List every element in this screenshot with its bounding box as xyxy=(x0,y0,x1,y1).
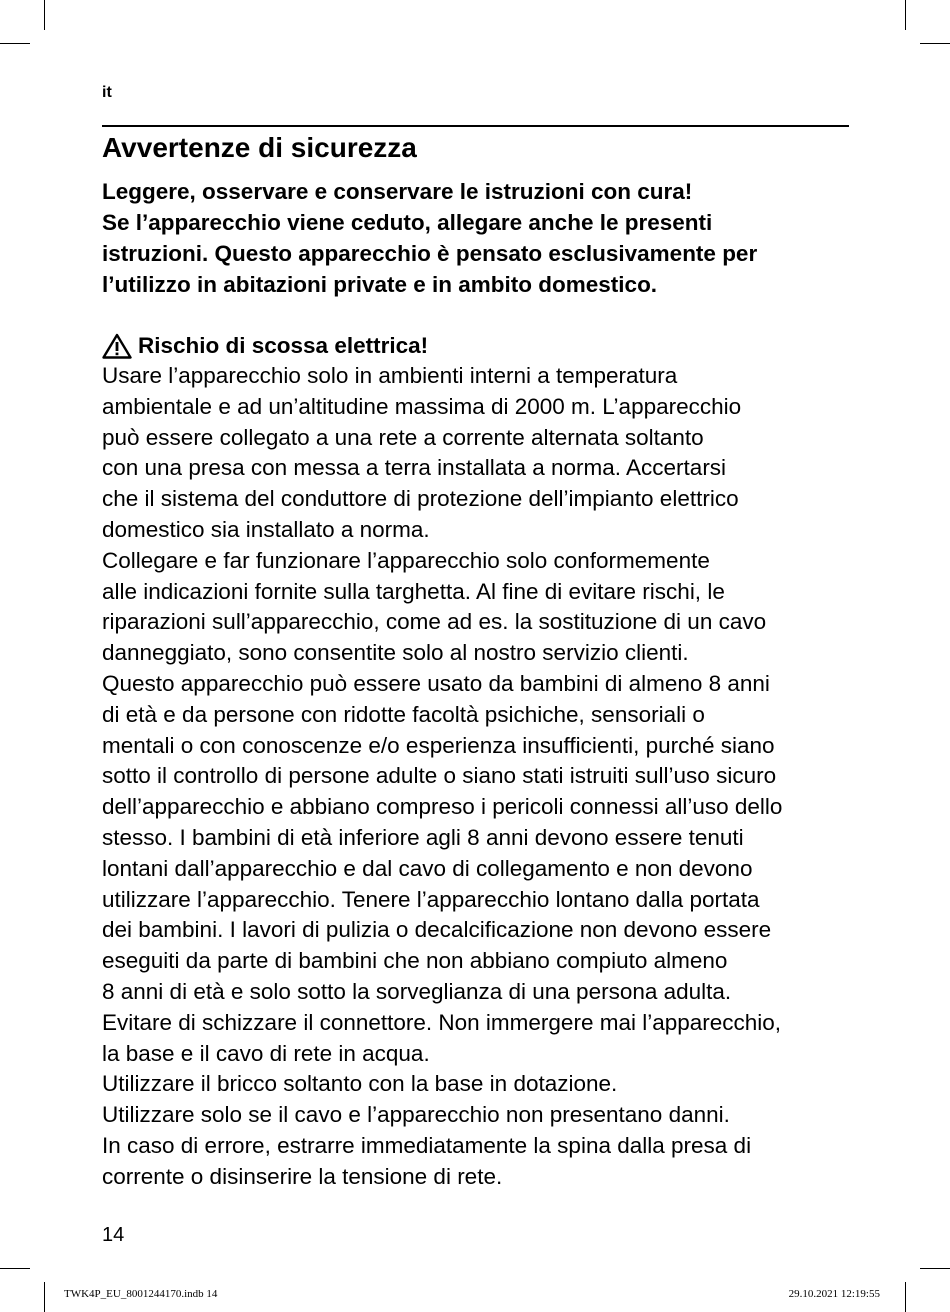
crop-mark-top-left-v xyxy=(44,0,45,30)
file-name-slug: TWK4P_EU_8001244170.indb 14 xyxy=(64,1288,218,1300)
body-line: Usare l’apparecchio solo in ambienti interni a temperatura xyxy=(102,363,678,388)
body-line: 8 anni di età e solo sotto la sorveglianza di una persona adulta. xyxy=(102,978,732,1004)
crop-mark-bottom-left-v xyxy=(44,1282,45,1312)
body-line: può essere collegato a una rete a corrente alternata soltanto xyxy=(102,424,704,450)
body-line: Utilizzare solo se il cavo e l’apparecchio non presentano danni. xyxy=(102,1102,730,1128)
body-line: sotto il controllo di persone adulte o siano stati istruiti sull’uso sicuro xyxy=(102,763,777,789)
body-line: Questo apparecchio può essere usato da bambini di almeno 8 anni xyxy=(102,670,770,696)
body-line: di età e da persone con ridotte facoltà psichiche, sensoriali o xyxy=(102,701,705,727)
body-line: In caso di errore, estrarre immediatamente la spina dalla presa di xyxy=(102,1132,752,1158)
body-line: alle indicazioni fornite sulla targhetta. Al fine di evitare rischi, le xyxy=(102,578,725,604)
body-line: mentali o con conoscenze e/o esperienza insufficienti, purché siano xyxy=(102,732,775,758)
warning-heading xyxy=(102,330,428,361)
body-line: domestico sia installato a norma. xyxy=(102,516,430,542)
crop-mark-bottom-left-h xyxy=(0,1268,30,1269)
body-line: stesso. I bambini di età inferiore agli 8 anni devono essere tenuti xyxy=(102,824,744,850)
intro-line: Leggere, osservare e conservare le istruzioni con cura! xyxy=(102,179,693,204)
page-number: 14 xyxy=(102,1224,125,1246)
body-line: dell’apparecchio e abbiano compreso i pericoli connessi all’uso dello xyxy=(102,794,783,820)
intro-paragraph xyxy=(102,176,862,300)
body-line: la base e il cavo di rete in acqua. xyxy=(102,1040,430,1066)
crop-mark-top-right-h xyxy=(920,43,950,44)
body-line: con una presa con messa a terra installata a norma. Accertarsi xyxy=(102,455,727,481)
intro-line: l’utilizzo in abitazioni private e in ambito domestico. xyxy=(102,272,658,297)
timestamp-slug: 29.10.2021 12:19:55 xyxy=(788,1288,880,1300)
body-line: Collegare e far funzionare l’apparecchio solo conformemente xyxy=(102,547,710,573)
body-line: danneggiato, sono consentite solo al nostro servizio clienti. xyxy=(102,640,689,666)
header-rule xyxy=(102,125,849,127)
body-line: riparazioni sull’apparecchio, come ad es. la sostituzione di un cavo xyxy=(102,609,767,635)
body-line: corrente o disinserire la tensione di rete. xyxy=(102,1163,503,1189)
body-line: eseguiti da parte di bambini che non abbiano compiuto almeno xyxy=(102,948,728,974)
body-line: lontani dall’apparecchio e dal cavo di collegamento e non devono xyxy=(102,855,753,881)
crop-mark-top-right-v xyxy=(905,0,906,30)
crop-mark-top-left-h xyxy=(0,43,30,44)
body-line: ambientale e ad un’altitudine massima di 2000 m. L’apparecchio xyxy=(102,393,742,419)
body-line: dei bambini. I lavori di pulizia o decalcificazione non devono essere xyxy=(102,917,772,943)
crop-mark-bottom-right-v xyxy=(905,1282,906,1312)
language-label: it xyxy=(102,84,112,101)
crop-mark-bottom-right-h xyxy=(920,1268,950,1269)
body-line: Utilizzare il bricco soltanto con la base in dotazione. xyxy=(102,1071,618,1097)
intro-line: istruzioni. Questo apparecchio è pensato esclusivamente per xyxy=(102,241,758,266)
warning-body xyxy=(102,361,862,1193)
body-line: utilizzare l’apparecchio. Tenere l’apparecchio lontano dalla portata xyxy=(102,886,760,912)
warning-triangle-icon xyxy=(102,333,132,359)
page-title: Avvertenze di sicurezza xyxy=(102,132,417,163)
warning-heading-text: Rischio di scossa elettrica! xyxy=(138,333,429,358)
body-line: che il sistema del conduttore di protezione dell’impianto elettrico xyxy=(102,486,739,512)
intro-line: Se l’apparecchio viene ceduto, allegare anche le presenti xyxy=(102,210,713,235)
body-line: Evitare di schizzare il connettore. Non immergere mai l’apparecchio, xyxy=(102,1009,782,1035)
